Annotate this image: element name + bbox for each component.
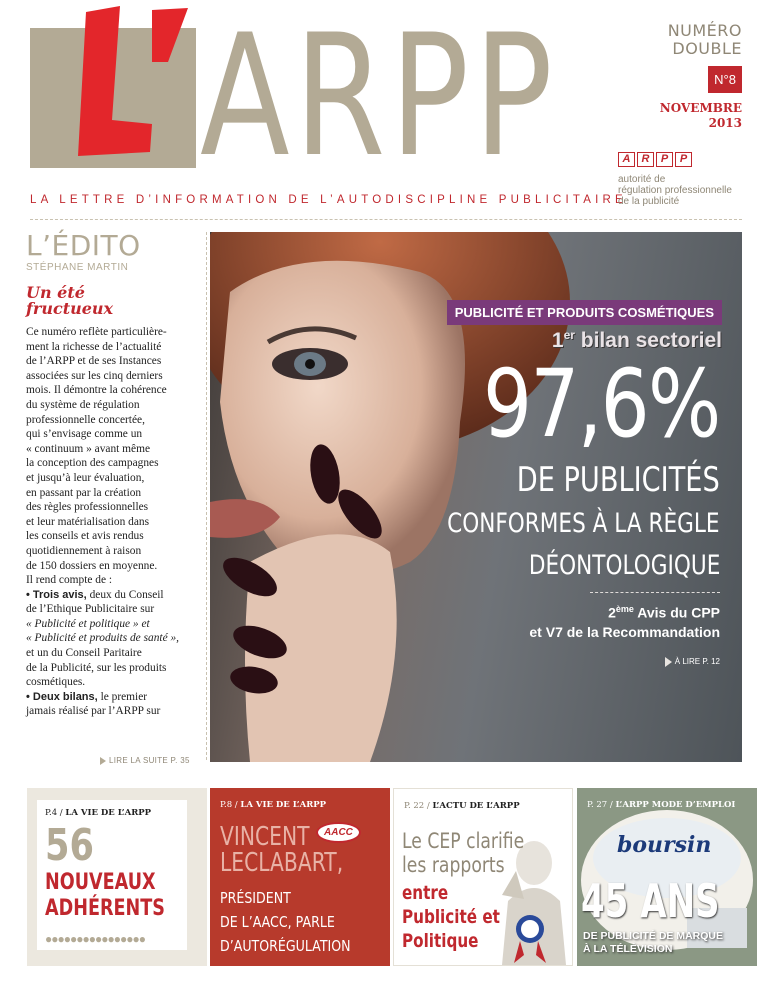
person-last-name: LECLABART, xyxy=(220,848,344,878)
card-boursin[interactable] xyxy=(577,788,757,966)
card-body xyxy=(220,886,351,958)
hero-category-tag: PUBLICITÉ ET PRODUITS COSMÉTIQUES xyxy=(447,300,722,325)
card-title-line: NOUVEAUX xyxy=(45,870,156,895)
bullet-text: deux du Conseil xyxy=(86,588,164,601)
edito-line: mois. Il démontre la cohérence xyxy=(26,384,167,397)
kicker-page: P.8 / xyxy=(220,800,241,810)
kicker-section: L’ACTU DE L’ARPP xyxy=(432,801,520,811)
card-accent-line: entre xyxy=(402,882,449,904)
org-line: autorité de xyxy=(618,174,666,185)
tagline: LA LETTRE D’INFORMATION DE L’AUTODISCIPLINE PUBLICITAIRE xyxy=(30,194,627,206)
card-kicker xyxy=(404,801,520,811)
edito-line: professionnelle concertée, xyxy=(26,413,145,426)
hero-line-1: DE PUBLICITÉS xyxy=(516,460,720,500)
issue-number-badge: N°8 xyxy=(708,66,742,93)
hero-cpp-line-1 xyxy=(529,600,720,623)
card-title-accent xyxy=(402,881,500,953)
edito-line: cosmétiques. xyxy=(26,676,86,689)
edito-heading xyxy=(26,285,196,317)
issue-label-1: NUMÉRO xyxy=(667,21,742,40)
card-title xyxy=(402,829,524,877)
edito-title: L’ÉDITO xyxy=(26,229,141,262)
hero-feature[interactable] xyxy=(210,232,742,762)
card-title-line: ADHÉRENTS xyxy=(45,896,165,921)
edito-line: jamais réalisé par l’ARPP sur xyxy=(26,705,161,718)
kicker-page: P. 27 / xyxy=(587,800,616,810)
issue-label-2: DOUBLE xyxy=(672,39,742,58)
bullet-bold: • Deux bilans, xyxy=(26,690,98,703)
logo-letter: P xyxy=(675,152,692,167)
card-body-line: DE L’AACC, PARLE xyxy=(220,913,335,931)
cpp-text: Avis du CPP xyxy=(633,604,720,621)
people-icons: ●●●●●●●●●●●●●●●● xyxy=(45,932,145,946)
card-title-line: Le CEP clarifie xyxy=(402,829,525,853)
hero-line-3: DÉONTOLOGIQUE xyxy=(528,550,720,581)
edito-line: « continuum » avant même xyxy=(26,442,151,455)
bullet-bold: • Trois avis, xyxy=(26,588,87,601)
edito-author: STÉPHANE MARTIN xyxy=(26,262,129,273)
divider-vertical xyxy=(206,232,207,760)
kicker-section: LA VIE DE L’ARPP xyxy=(65,808,152,818)
edito-italic: « Publicité et politique » et xyxy=(26,617,150,630)
card-kicker xyxy=(220,800,326,810)
card-cep[interactable] xyxy=(393,788,573,966)
hero-cpp-line-2: et V7 de la Recommandation xyxy=(529,623,720,640)
cpp-sup: ème xyxy=(615,604,634,614)
card-new-members[interactable] xyxy=(27,788,207,966)
edito-heading-line: fructueux xyxy=(26,299,114,318)
arpp-small-logo xyxy=(618,152,732,167)
boursin-brand: boursin xyxy=(617,832,712,858)
card-kicker xyxy=(45,808,151,818)
edito-line xyxy=(26,617,196,632)
hero-cpp-text xyxy=(529,600,720,642)
card-body-line: PRÉSIDENT xyxy=(220,889,291,907)
card-title xyxy=(45,870,165,922)
logo-l-mark xyxy=(48,0,198,170)
card-number: 56 xyxy=(45,820,94,871)
card-accent-line: Politique xyxy=(402,930,479,952)
hero-sub-num: 1 xyxy=(551,329,564,352)
edito-line: Ce numéro reflète particulière- xyxy=(26,326,167,338)
hero-big-number: 97,6% xyxy=(483,350,720,459)
card-sub-line: À LA TÉLÉVISION xyxy=(583,943,673,955)
issue-month: NOVEMBRE xyxy=(659,101,742,115)
card-kicker xyxy=(587,800,735,810)
hero-divider xyxy=(590,592,720,593)
edito-column xyxy=(26,229,196,719)
edito-line: les conseils et avis rendus xyxy=(26,530,144,543)
divider-horizontal xyxy=(30,219,742,220)
kicker-page: P.4 / xyxy=(45,808,66,818)
edito-heading-line: Un été xyxy=(26,283,85,302)
arrow-right-icon xyxy=(100,757,106,765)
read-more-link[interactable] xyxy=(100,756,190,765)
hero-sub-sup: er xyxy=(563,328,575,342)
edito-line: la conception des campagnes xyxy=(26,457,159,470)
edito-line: et un du Conseil Paritaire xyxy=(26,647,142,660)
org-description xyxy=(618,174,732,207)
logo-letter: R xyxy=(637,152,654,167)
issue-year: 2013 xyxy=(708,116,742,130)
org-line: régulation professionnelle xyxy=(618,185,732,196)
edito-line: et leur matérialisation dans xyxy=(26,515,150,528)
aacc-logo: AACC xyxy=(316,822,361,843)
logo-arpp: ARPP xyxy=(200,0,558,194)
edito-line: du système de régulation xyxy=(26,398,140,411)
edito-bullet-1 xyxy=(26,588,196,603)
edito-line: ment la richesse de l’actualité xyxy=(26,340,162,353)
arrow-right-icon xyxy=(665,657,672,667)
kicker-section: L’ARPP MODE D’EMPLOI xyxy=(615,800,736,810)
person-first-name: VINCENT xyxy=(220,822,310,852)
edito-line: en passant par la création xyxy=(26,486,142,499)
edito-line: de 150 dossiers en moyenne. xyxy=(26,559,158,572)
edito-bullet-2 xyxy=(26,690,196,705)
edito-body xyxy=(26,325,196,719)
read-more-label: LIRE LA SUITE P. 35 xyxy=(109,756,190,765)
card-accent-line: Publicité et xyxy=(402,906,500,928)
hero-read-link[interactable] xyxy=(665,657,720,667)
edito-line: associées sur les cinq derniers xyxy=(26,369,163,382)
card-big-title: 45 ANS xyxy=(581,874,720,928)
edito-italic: « Publicité et produits de santé », xyxy=(26,632,180,645)
hero-read-label: À LIRE P. 12 xyxy=(674,657,720,667)
card-sub-line: DE PUBLICITÉ DE MARQUE xyxy=(583,930,724,942)
logo-letter: P xyxy=(656,152,673,167)
card-title-line: les rapports xyxy=(402,853,505,877)
edito-line: de l’Ethique Publicitaire sur xyxy=(26,603,155,616)
edito-line: Il rend compte de : xyxy=(26,574,113,587)
card-leclabart[interactable] xyxy=(210,788,390,966)
edito-line: de la Publicité, sur les produits xyxy=(26,661,167,674)
org-logo-block xyxy=(618,152,732,207)
org-line: de la publicité xyxy=(618,196,680,207)
kicker-section: LA VIE DE L’ARPP xyxy=(240,800,327,810)
edito-line: et jusqu’à leur évaluation, xyxy=(26,471,145,484)
edito-line: des règles professionnelles xyxy=(26,501,149,514)
cpp-num: 2 xyxy=(608,604,616,621)
hero-line-2: CONFORMES À LA RÈGLE xyxy=(447,508,720,539)
hero-sub-text: bilan sectoriel xyxy=(574,329,722,352)
bullet-text: le premier xyxy=(97,690,148,703)
edito-line: quotidiennement à raison xyxy=(26,544,142,557)
kicker-page: P. 22 / xyxy=(404,801,433,811)
card-subtitle xyxy=(583,930,723,956)
issue-info xyxy=(660,22,742,131)
edito-line xyxy=(26,631,196,646)
card-body-line: D’AUTORÉGULATION xyxy=(220,937,351,955)
edito-line: de l’ARPP et de ses Instances xyxy=(26,355,162,368)
logo-letter: A xyxy=(618,152,635,167)
edito-line: qui s’envisage comme un xyxy=(26,428,143,441)
